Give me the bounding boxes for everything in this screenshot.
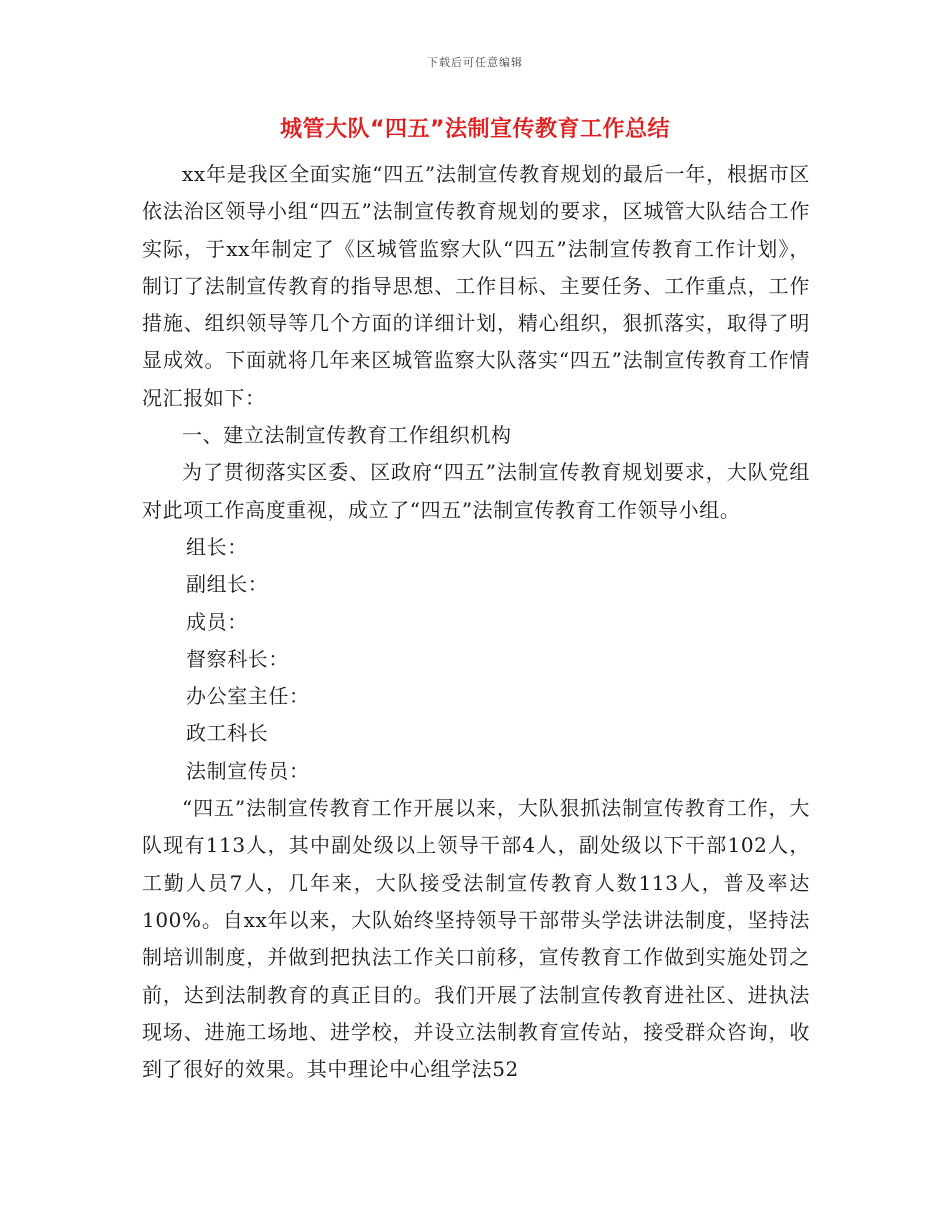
closing-paragraph: “四五”法制宣传教育工作开展以来，大队狠抓法制宣传教育工作，大队现有113人，其中副处级以上领导干部4人，副处级以下干部102人，工勤人员7人，几年来，大队接受法制宣传教育人数113人，普及率达100%。自xx年以来，大队始终坚持领导干部带头学法讲法制度，坚持法制培训制度，并做到把执法工作关口前移，宣传教育工作做到实施处罚之前，达到法制教育的真正目的。我们开展了法制宣传教育进社区、进执法现场、进施工场地、进学校，并设立法制教育宣传站，接受群众咨询，收到了很好的效果。其中理论中心组学法52 <box>142 796 810 1082</box>
organization-paragraph: 为了贯彻落实区委、区政府“四五”法制宣传教育规划要求，大队党组对此项工作高度重视，成立了“四五”法制宣传教育工作领导小组。 <box>142 460 810 522</box>
document-title: 城管大队“四五”法制宣传教育工作总结 <box>280 117 670 142</box>
document-body <box>142 156 810 1088</box>
role-deputy-leader: 副组长： <box>186 572 269 597</box>
role-legal-publicist: 法制宣传员： <box>186 758 310 783</box>
role-political-chief: 政工科长 <box>186 721 269 746</box>
role-leader: 组长： <box>186 534 248 559</box>
download-note: 下载后可任意编辑 <box>427 56 523 69</box>
section-heading: 一、建立法制宣传教育工作组织机构 <box>182 423 512 448</box>
role-office-director: 办公室主任： <box>186 684 310 709</box>
intro-paragraph: xx年是我区全面实施“四五”法制宣传教育规划的最后一年，根据市区依法治区领导小组“四五”法制宣传教育规划的要求，区城管大队结合工作实际，于xx年制定了《区城管监察大队“四五”法制宣传教育工作计划》，制订了法制宣传教育的指导思想、工作目标、主要任务、工作重点，工作措施、组织领导等几个方面的详细计划，精心组织，狠抓落实，取得了明显成效。下面就将几年来区城管监察大队落实“四五”法制宣传教育工作情况汇报如下： <box>142 162 810 410</box>
role-inspection-chief: 督察科长： <box>186 646 289 671</box>
role-members: 成员： <box>186 609 248 634</box>
